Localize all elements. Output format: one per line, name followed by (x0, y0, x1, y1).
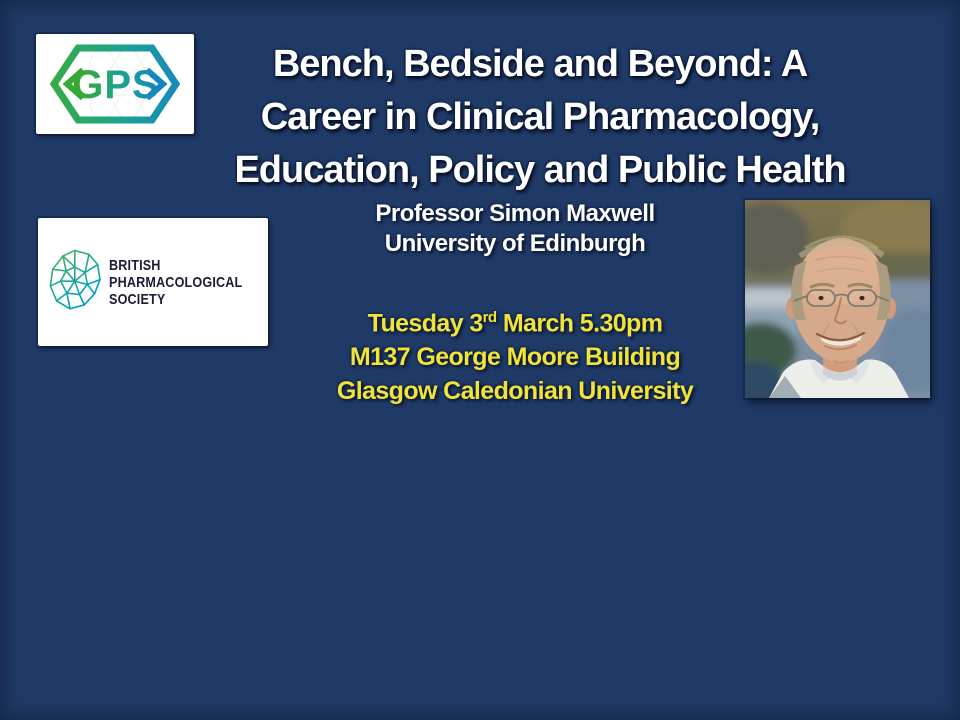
bps-text-line-1: BRITISH (109, 256, 161, 274)
bps-mesh-icon (48, 236, 103, 328)
bps-logo (38, 218, 268, 346)
gps-logo-text: GPS (72, 63, 160, 107)
event-date (215, 301, 815, 340)
event-date-prefix: Tuesday 3 (367, 309, 483, 338)
speaker-affiliation: University of Edinburgh (384, 230, 646, 257)
bps-text-line-2: PHARMACOLOGICAL (109, 273, 243, 291)
title-line-1: Bench, Bedside and Beyond: A (272, 43, 808, 85)
bps-logo-text (109, 257, 242, 308)
speaker-block (215, 199, 815, 259)
page-title (140, 38, 940, 197)
event-location-building: M137 George Moore Building (349, 343, 681, 372)
bps-text-line-3: SOCIETY (109, 290, 166, 308)
speaker-photo (745, 200, 930, 398)
title-line-2: Career in Clinical Pharmacology, (260, 96, 820, 138)
event-date-suffix: March 5.30pm (496, 309, 663, 338)
event-location-university: Glasgow Caledonian University (336, 377, 694, 406)
speaker-name: Professor Simon Maxwell (375, 200, 655, 227)
title-line-3: Education, Policy and Public Health (234, 149, 846, 191)
event-details (215, 301, 815, 408)
event-date-ordinal: rd (482, 309, 497, 326)
portrait-illustration (745, 200, 930, 398)
